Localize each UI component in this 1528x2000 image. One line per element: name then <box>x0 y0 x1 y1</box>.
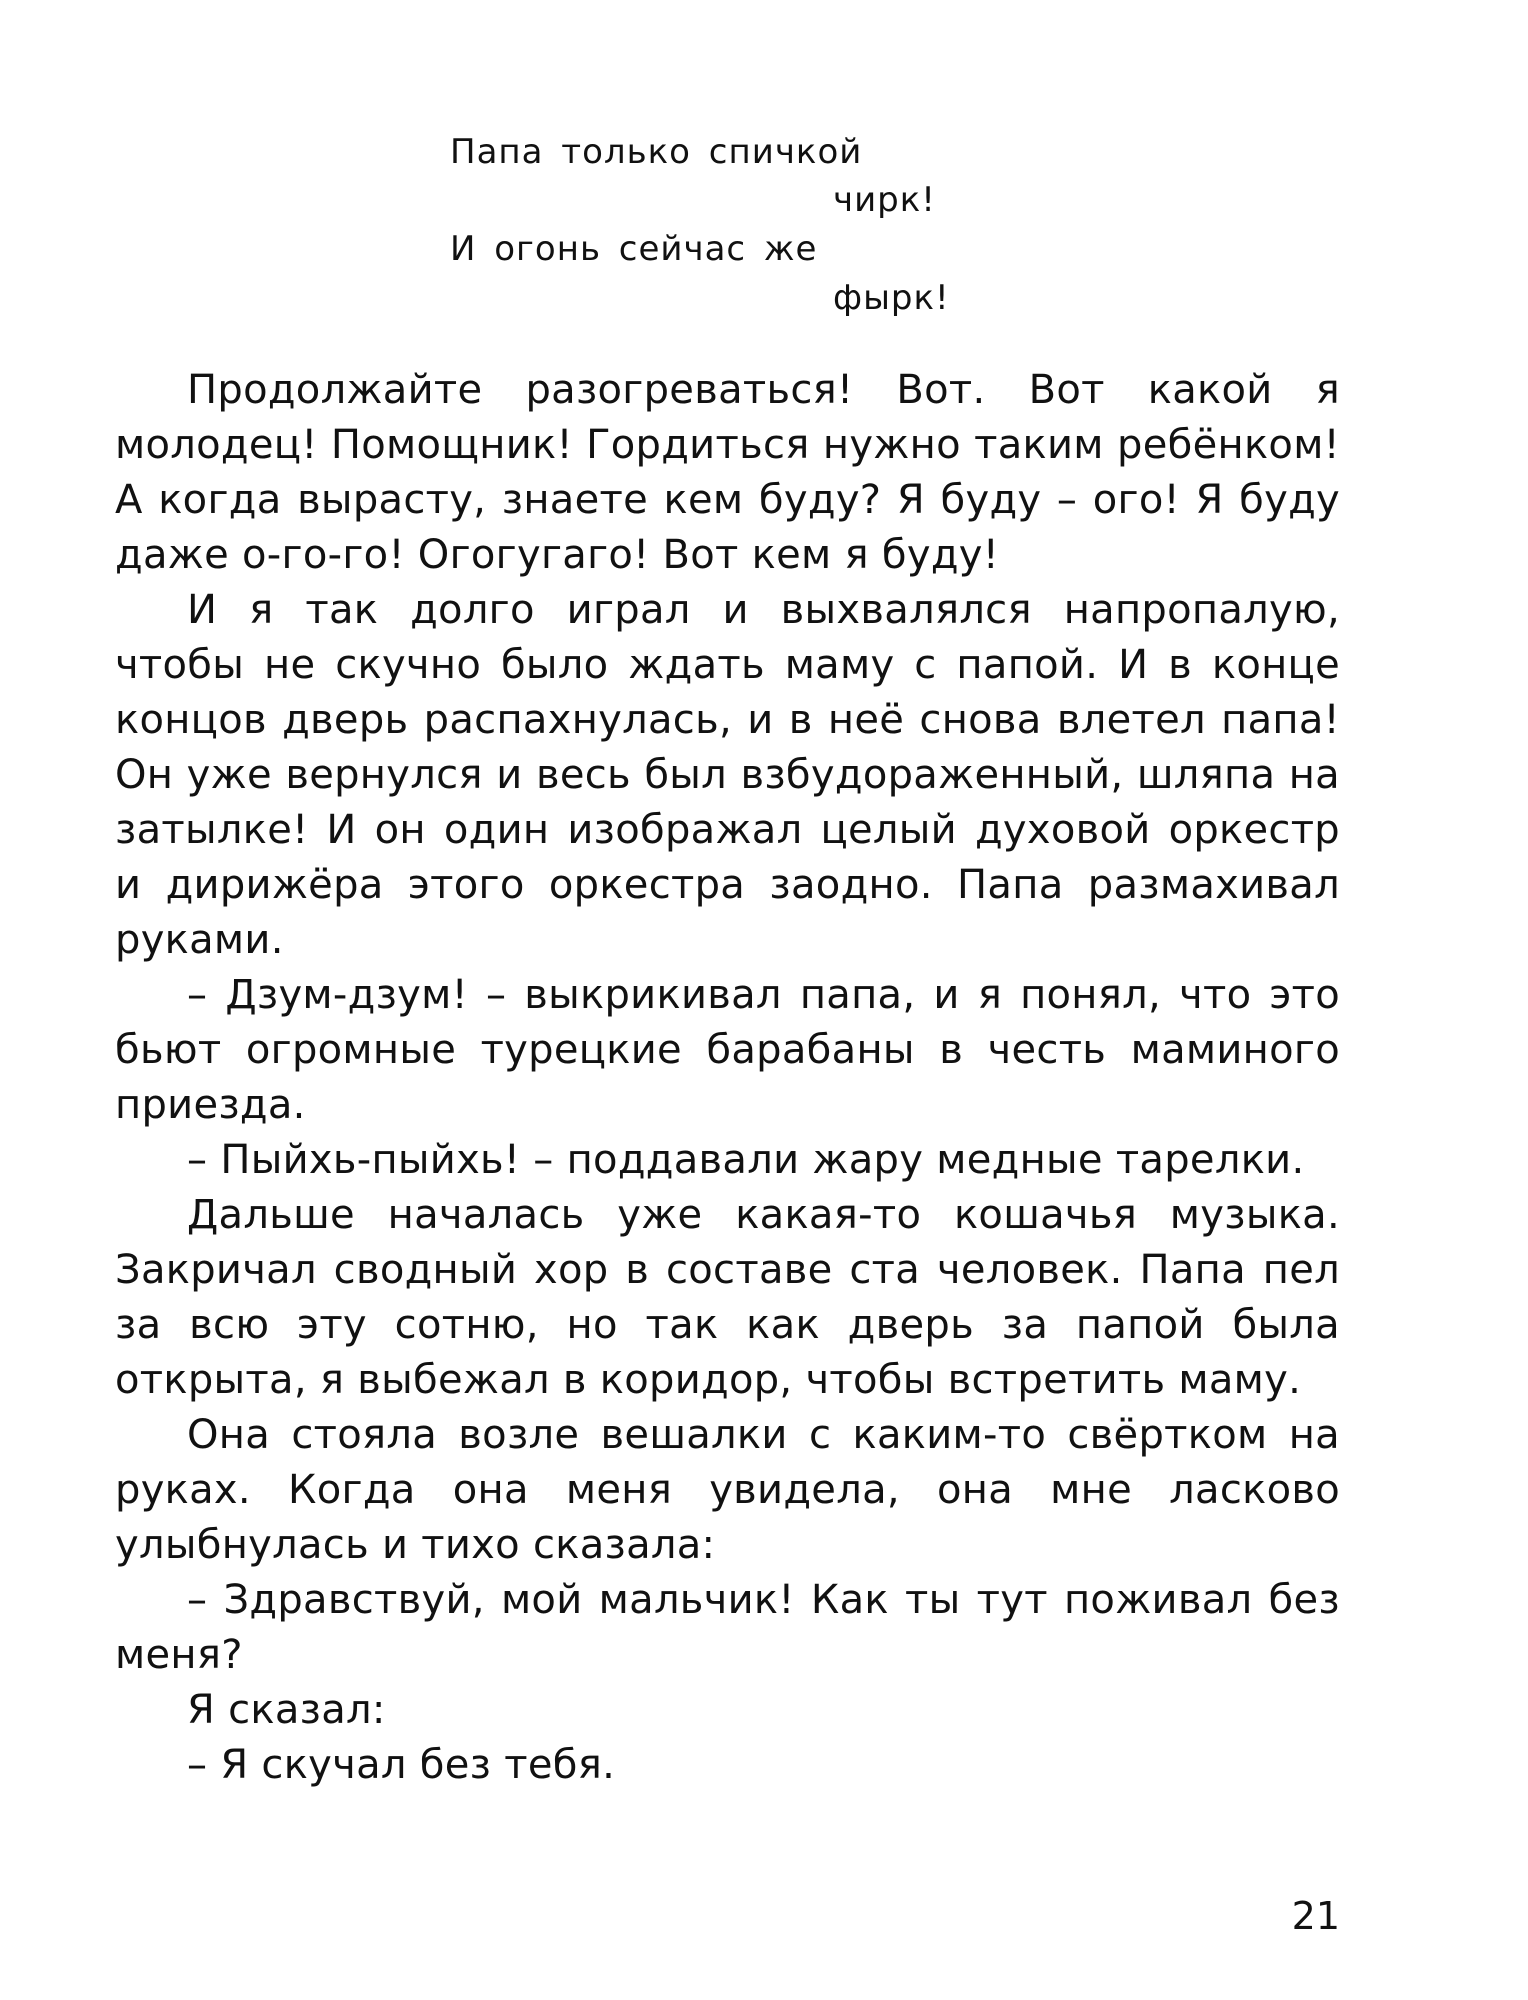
poem-line: фырк! <box>833 278 950 318</box>
paragraph: И я так долго играл и выхвалялся напропалую, чтобы не скучно было ждать маму с папой. И в конце концов дверь распахнулась, и в неё снова влетел папа! Он уже вернулся и весь был взбудораженный, шляпа на затылке! И он один изображал целый духовой оркестр и дирижёра этого оркестра заодно. Папа размахивал руками. <box>115 587 1340 963</box>
paragraph: Продолжайте разогреваться! Вот. Вот какой я молодец! Помощник! Гордиться нужно таким ребёнком! А когда вырасту, знаете кем буду? Я буду – ого! Я буду даже о-го-го! Огогугаго! Вот кем я буду! <box>115 367 1340 578</box>
prose-body <box>115 363 1340 1793</box>
paragraph: – Здравствуй, мой мальчик! Как ты тут поживал без меня? <box>115 1577 1340 1678</box>
paragraph: Я сказал: <box>187 1687 386 1733</box>
poem-line: И огонь сейчас же <box>450 229 818 269</box>
paragraph: – Дзум-дзум! – выкрикивал папа, и я понял, что это бьют огромные турецкие барабаны в честь маминого приезда. <box>115 972 1340 1128</box>
poem-line: Папа только спичкой <box>450 132 863 172</box>
page-number: 21 <box>1291 1894 1340 1938</box>
poem-line: чирк! <box>833 180 936 220</box>
paragraph: Она стояла возле вешалки с каким-то свёртком на руках. Когда она меня увидела, она мне ласково улыбнулась и тихо сказала: <box>115 1412 1340 1568</box>
paragraph: – Я скучал без тебя. <box>187 1742 616 1788</box>
paragraph: Дальше началась уже какая-то кошачья музыка. Закричал сводный хор в составе ста человек. Папа пел за всю эту сотню, но так как дверь за папой была открыта, я выбежал в коридор, чтобы встретить маму. <box>115 1192 1340 1403</box>
paragraph: – Пыйхь-пыйхь! – поддавали жару медные тарелки. <box>187 1137 1305 1183</box>
